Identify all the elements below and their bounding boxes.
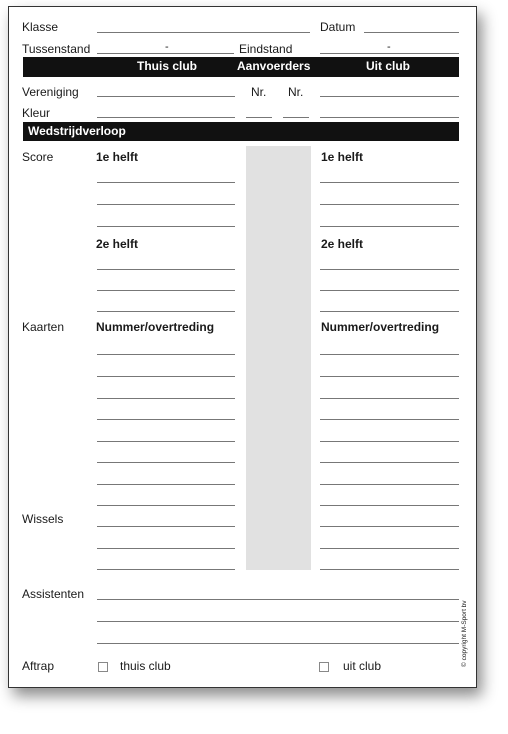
home-substitution-line[interactable]	[97, 526, 235, 527]
home-vereniging-field[interactable]	[97, 96, 235, 97]
copyright-notice: © copyright M-Sport bv	[461, 600, 468, 667]
assistant-line[interactable]	[97, 643, 459, 644]
home-card-line[interactable]	[97, 419, 235, 420]
home-kleur-field[interactable]	[97, 117, 235, 118]
eindstand-label: Eindstand	[239, 42, 293, 56]
home-club-heading: Thuis club	[137, 59, 197, 73]
home-second-half-label: 2e helft	[96, 237, 139, 251]
away-score-line[interactable]	[320, 269, 459, 270]
eindstand-field[interactable]	[320, 53, 459, 54]
away-second-half-label: 2e helft	[321, 237, 364, 251]
home-cards-header: Nummer/overtreding	[96, 320, 215, 334]
away-card-line[interactable]	[320, 376, 459, 377]
vereniging-label: Vereniging	[22, 85, 79, 99]
home-score-line[interactable]	[97, 204, 235, 205]
home-score-line[interactable]	[97, 269, 235, 270]
home-kickoff-checkbox[interactable]	[98, 662, 108, 672]
assistant-line[interactable]	[97, 621, 459, 622]
away-card-line[interactable]	[320, 354, 459, 355]
home-kickoff-label: thuis club	[120, 659, 171, 673]
away-substitution-line[interactable]	[320, 505, 459, 506]
away-club-heading: Uit club	[366, 59, 410, 73]
home-score-line[interactable]	[97, 182, 235, 183]
home-card-line[interactable]	[97, 441, 235, 442]
tussenstand-label: Tussenstand	[22, 42, 91, 56]
tussenstand-field[interactable]	[97, 53, 234, 54]
away-nr-label: Nr.	[288, 85, 304, 99]
kaarten-label: Kaarten	[22, 320, 65, 334]
away-card-line[interactable]	[320, 398, 459, 399]
away-nr-field[interactable]	[283, 117, 309, 118]
wissels-label: Wissels	[22, 512, 64, 526]
tussenstand-separator: -	[165, 41, 169, 53]
home-nr-label: Nr.	[251, 85, 267, 99]
away-kleur-field[interactable]	[320, 117, 459, 118]
away-kickoff-checkbox[interactable]	[319, 662, 329, 672]
home-card-line[interactable]	[97, 484, 235, 485]
home-score-line[interactable]	[97, 290, 235, 291]
away-card-line[interactable]	[320, 462, 459, 463]
section-bar	[23, 122, 459, 141]
home-card-line[interactable]	[97, 376, 235, 377]
home-card-line[interactable]	[97, 398, 235, 399]
away-score-line[interactable]	[320, 290, 459, 291]
home-substitution-line[interactable]	[97, 505, 235, 506]
captains-heading: Aanvoerders	[237, 59, 311, 73]
away-score-line[interactable]	[320, 311, 459, 312]
home-substitution-line[interactable]	[97, 548, 235, 549]
kleur-label: Kleur	[22, 106, 51, 120]
away-substitution-line[interactable]	[320, 548, 459, 549]
datum-field[interactable]	[364, 32, 459, 33]
column-header-bar	[23, 57, 459, 77]
score-label: Score	[22, 150, 54, 164]
away-first-half-label: 1e helft	[321, 150, 364, 164]
klasse-label: Klasse	[22, 20, 59, 34]
home-nr-field[interactable]	[246, 117, 272, 118]
home-card-line[interactable]	[97, 462, 235, 463]
klasse-field[interactable]	[97, 32, 310, 33]
away-cards-header: Nummer/overtreding	[321, 320, 440, 334]
captains-column	[246, 146, 311, 570]
match-form-sheet	[8, 6, 477, 688]
eindstand-separator: -	[387, 41, 391, 53]
aftrap-label: Aftrap	[22, 659, 55, 673]
section-title: Wedstrijdverloop	[28, 124, 126, 138]
away-score-line[interactable]	[320, 204, 459, 205]
away-card-line[interactable]	[320, 484, 459, 485]
away-score-line[interactable]	[320, 182, 459, 183]
away-card-line[interactable]	[320, 419, 459, 420]
assistenten-label: Assistenten	[22, 587, 85, 601]
away-kickoff-label: uit club	[343, 659, 382, 673]
home-first-half-label: 1e helft	[96, 150, 139, 164]
assistant-line[interactable]	[97, 599, 459, 600]
away-substitution-line[interactable]	[320, 569, 459, 570]
home-card-line[interactable]	[97, 354, 235, 355]
home-score-line[interactable]	[97, 311, 235, 312]
home-score-line[interactable]	[97, 226, 235, 227]
datum-label: Datum	[320, 20, 356, 34]
away-card-line[interactable]	[320, 441, 459, 442]
home-substitution-line[interactable]	[97, 569, 235, 570]
away-score-line[interactable]	[320, 226, 459, 227]
away-vereniging-field[interactable]	[320, 96, 459, 97]
away-substitution-line[interactable]	[320, 526, 459, 527]
